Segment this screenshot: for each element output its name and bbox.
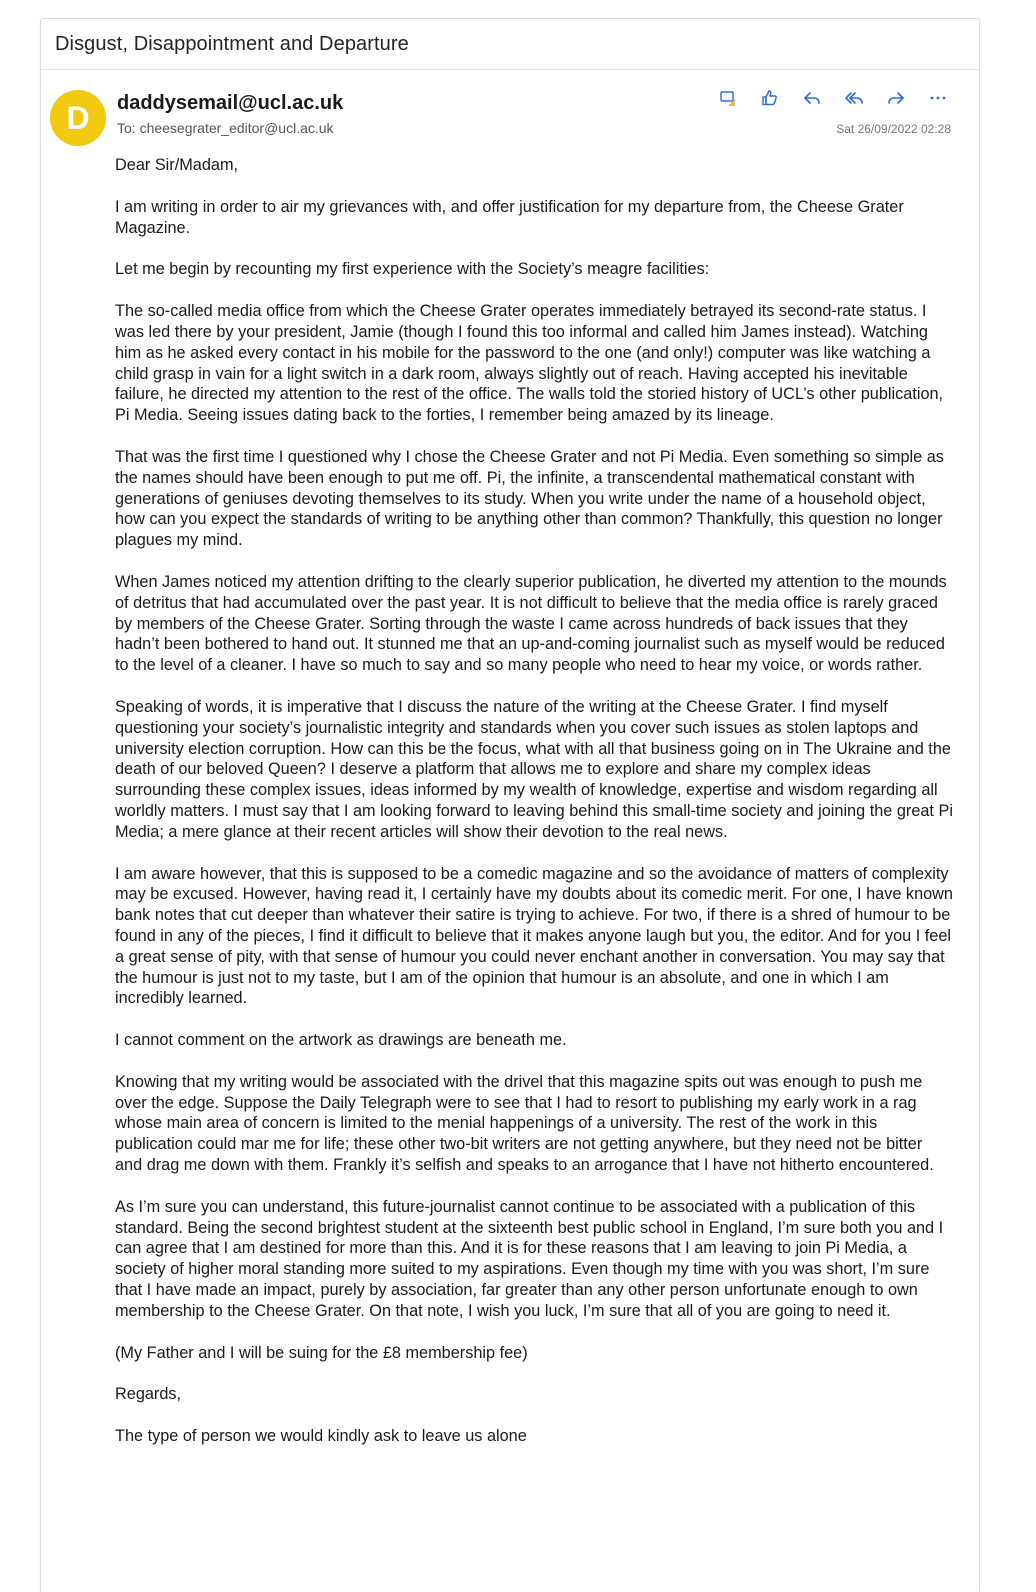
reply-icon[interactable] [797, 86, 827, 110]
body-paragraph: Speaking of words, it is imperative that I discuss the nature of the writing at the Cheese Grater. I find myself questioning your society’s journalistic integrity and standards when you cover such issues as stolen laptops and university election corruption. How can this be the focus, what with all that business going on in The Ukraine and the death of our beloved Queen? I deserve a platform that allows me to explore and share my complex ideas surrounding these complex issues, ideas informed by my wealth of knowledge, expertise and wisdom regarding all worldly matters. I must say that I am looking forward to leaving behind this small-time society and joining the great Pi Media; a mere glance at their recent articles will show their devotion to the real news. [115, 697, 953, 841]
body-paragraph: Let me begin by recounting my first experience with the Society’s meagre facilities: [115, 260, 710, 279]
message-body [115, 155, 953, 1468]
body-paragraph: As I’m sure you can understand, this future-journalist cannot continue to be associated with a publication of this standard. Being the second brightest student at the sixteenth best public school in England, I’m sure both you and I can agree that I am destined for more than this. And it is for these reasons that I am leaving to join Pi Media, a society of higher moral standing more suited to my aspirations. Even though my time with you was short, I’m sure that I have made an impact, purely by association, far greater than any other person unfortunate enough to own membership to the Cheese Grater. On that note, I wish you luck, I’m sure that all of you are going to need it. [115, 1197, 944, 1320]
message-timestamp: Sat 26/09/2022 02:28 [836, 122, 951, 136]
body-paragraph: The so-called media office from which the Cheese Grater operates immediately betrayed its second-rate status. I was led there by your president, Jamie (though I found this too informal and called him James instead). Watching him as he asked every contact in his mobile for the password to the one (and only!) computer was like watching a child grasp in vain for a light switch in a dark room, always slightly out of reach. Having accepted his inevitable failure, he directed my attention to the rest of the office. The walls told the storied history of UCL’s other publication, Pi Media. Seeing issues dating back to the forties, I remember being amazed by its lineage. [115, 302, 944, 425]
sender-avatar[interactable]: D [50, 90, 106, 146]
message-header [41, 70, 979, 140]
flag-icon[interactable] [713, 86, 743, 110]
sender-email[interactable]: daddysemail@ucl.ac.uk [117, 92, 344, 114]
greeting: Dear Sir/Madam, [115, 156, 239, 174]
body-paragraph: (My Father and I will be suing for the £8 membership fee) [115, 1343, 528, 1362]
recipient-line: To: cheesegrater_editor@ucl.ac.uk [117, 120, 334, 136]
message-toolbar [713, 86, 953, 110]
body-paragraph: That was the first time I questioned why I chose the Cheese Grater and not Pi Media. Even something so simple as the names should have been enough to put me off. Pi, the infinite, a transcendental mathematical constant with generations of geniuses devoting themselves to its study. When you write under the name of a household object, how can you expect the standards of writing to be anything other than common? Thankfully, this question no longer plagues my mind. [115, 447, 944, 550]
signature: The type of person we would kindly ask to leave us alone [115, 1427, 527, 1446]
more-icon[interactable] [923, 86, 953, 110]
body-paragraph: When James noticed my attention drifting to the clearly superior publication, he diverted my attention to the mounds of detritus that had accumulated over the past year. It is not difficult to believe that the media office is rarely graced by members of the Cheese Grater. Sorting through the waste I came across hundreds of back issues that they hadn’t been bothered to hand out. It stunned me that an up-and-coming journalist such as myself would be reduced to the level of a cleaner. I have so much to say and so many people who need to hear my voice, or words rather. [115, 572, 947, 675]
body-paragraph: Knowing that my writing would be associated with the drivel that this magazine spits out was enough to push me over the edge. Suppose the Daily Telegraph were to see that I had to resort to publishing my early work in a rag whose main area of concern is limited to the menial happenings of a university. The rest of the work in this publication could mar me for life; these other two-bit writers are not getting anywhere, but they need not be bitter and drag me down with them. Frankly it’s selfish and speaks to an arrogance that I have not hitherto encountered. [115, 1072, 934, 1175]
like-icon[interactable] [755, 86, 785, 110]
body-paragraph: I am aware however, that this is supposed to be a comedic magazine and so the avoidance of matters of complexity may be excused. However, having read it, I certainly have my doubts about its comedic merit. For one, I have known bank notes that cut deeper than whatever their satire is trying to achieve. For two, if there is a shred of humour to be found in any of the pieces, I find it difficult to believe that it makes anyone laugh but you, the editor. And for you I feel a great sense of pity, with that sense of humour you could never enchant another in conversation. You may say that the humour is just not to my taste, but I am of the opinion that humour is an absolute, and one in which I am incredibly learned. [115, 864, 953, 1008]
reply-all-icon[interactable] [839, 86, 869, 110]
signoff: Regards, [115, 1385, 182, 1404]
email-reading-pane [40, 18, 980, 1592]
email-subject: Disgust, Disappointment and Departure [41, 19, 979, 70]
body-paragraph: I cannot comment on the artwork as drawings are beneath me. [115, 1031, 567, 1050]
body-paragraph: I am writing in order to air my grievances with, and offer justification for my departure from, the Cheese Grater Magazine. [115, 197, 904, 237]
forward-icon[interactable] [881, 86, 911, 110]
